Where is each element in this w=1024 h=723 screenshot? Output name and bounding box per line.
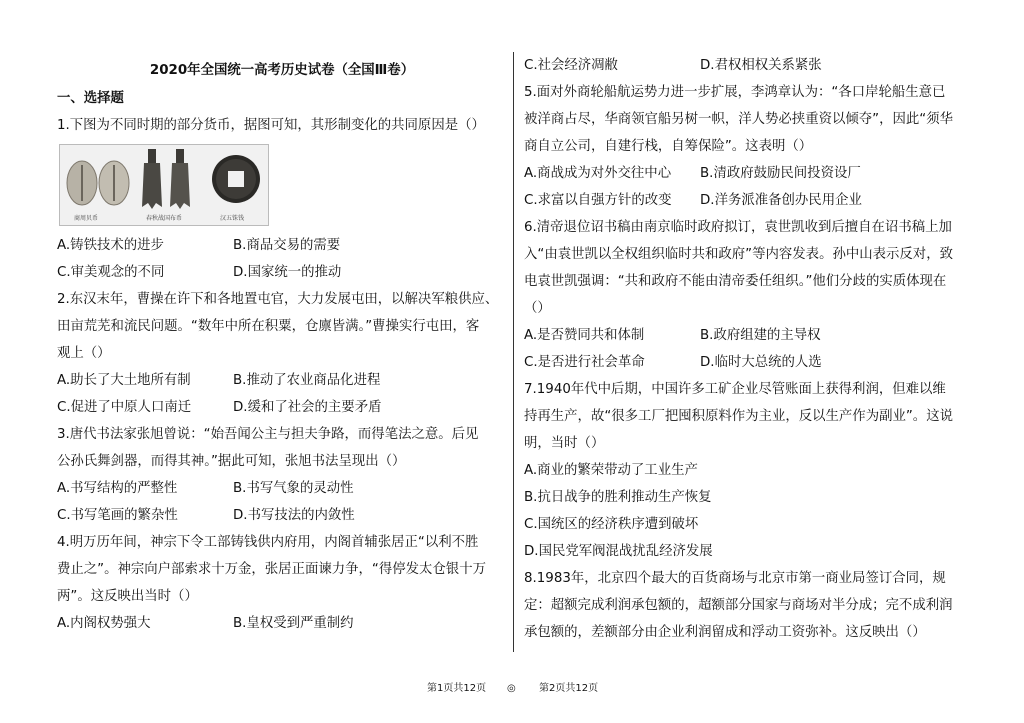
footer-mark: ◎ (507, 683, 516, 694)
options-row (57, 394, 507, 421)
question-2-line: 田亩荒芜和流民问题。“数年中所在积粟，仓廪皆满。”曹操实行屯田，客 (57, 319, 480, 334)
coin-label-shell: 商周贝币 (74, 215, 99, 222)
question-8-line: 定：超额完成利润承包额的，超额部分国家与商场对半分成；完不成利润 (524, 598, 953, 613)
option-d: D.书写技法的内敛性 (233, 508, 355, 523)
question-1: 1.下图为不同时期的部分货币，据图可知，其形制变化的共同原因是（） (57, 118, 485, 133)
options-row (57, 610, 507, 637)
question-6-line: 电袁世凯强调：“共和政府不能由清帝委任组织。”他们分歧的实质体现在 (524, 274, 947, 289)
coin-label-spade: 春秋战国布币 (146, 215, 183, 222)
options-row (524, 52, 974, 79)
coins-figure (59, 144, 269, 226)
option-d: D.国民党军阀混战扰乱经济发展 (524, 544, 713, 559)
option-a: A.商战成为对外交往中心 (524, 166, 672, 181)
option-a: A.铸铁技术的进步 (57, 238, 164, 253)
option-b: B.推动了农业商品化进程 (233, 373, 381, 388)
question-6-line: 6.清帝退位诏书稿由南京临时政府拟订，袁世凯收到后擅自在诏书稿上加 (524, 220, 952, 235)
page-title: 2020年全国统一高考历史试卷（全国Ⅲ卷） (149, 63, 415, 78)
option-d: D.临时大总统的人选 (700, 355, 822, 370)
option-c: C.国统区的经济秩序遭到破坏 (524, 517, 699, 532)
question-2-line: 观上（） (57, 346, 111, 361)
section-heading: 一、选择题 (57, 91, 124, 106)
option-d: D.国家统一的推动 (233, 265, 342, 280)
options-row (524, 349, 974, 376)
option-c: C.求富以自强方针的改变 (524, 193, 672, 208)
options-row (524, 322, 974, 349)
options-row (57, 232, 507, 259)
question-3-line: 3.唐代书法家张旭曾说：“始吾闻公主与担夫争路，而得笔法之意。后见 (57, 427, 479, 442)
question-6-line: 入“由袁世凯以全权组织临时共和政府”等内容发表。孙中山表示反对，致 (524, 247, 953, 262)
option-b: B.清政府鼓励民间投资设厂 (700, 166, 861, 181)
option-c: C.书写笔画的繁杂性 (57, 508, 178, 523)
option-b: B.政府组建的主导权 (700, 328, 821, 343)
option-b: B.商品交易的需要 (233, 238, 341, 253)
option-b: B.抗日战争的胜利推动生产恢复 (524, 490, 712, 505)
page-number-left: 第1页共12页 (427, 683, 487, 694)
spade-coin-icon (142, 147, 202, 215)
options-row (524, 187, 974, 214)
option-b: B.皇权受到严重制约 (233, 616, 354, 631)
coin-label-round: 汉五铢钱 (220, 215, 245, 222)
option-a: A.商业的繁荣带动了工业生产 (524, 463, 698, 478)
options-row (57, 502, 507, 529)
option-c: C.是否进行社会革命 (524, 355, 645, 370)
option-c: C.社会经济凋敝 (524, 58, 618, 73)
column-divider (513, 52, 514, 652)
options-row (57, 259, 507, 286)
option-d: D.洋务派准备创办民用企业 (700, 193, 862, 208)
option-c: C.审美观念的不同 (57, 265, 165, 280)
option-d: D.君权相权关系紧张 (700, 58, 822, 73)
question-2-line: 2.东汉末年，曹操在许下和各地置屯官，大力发展屯田，以解决军粮供应、 (57, 292, 499, 307)
option-d: D.缓和了社会的主要矛盾 (233, 400, 382, 415)
question-5-line: 5.面对外商轮船航运势力进一步扩展，李鸿章认为：“各口岸轮船生意已 (524, 85, 946, 100)
question-7-line: 明，当时（） (524, 436, 605, 451)
option-a: A.助长了大土地所有制 (57, 373, 191, 388)
question-8-line: 承包额的，差额部分由企业利润留成和浮动工资弥补。这反映出（） (524, 625, 926, 640)
question-7-line: 持再生产，故“很多工厂把囤积原料作为主业，反以生产作为副业”。这说 (524, 409, 953, 424)
left-column (57, 52, 507, 637)
options-row (57, 475, 507, 502)
question-4-line: 费止之”。神宗向户部索求十万金，张居正面谏力争，“得停发太仓银十万 (57, 562, 486, 577)
options-row (524, 160, 974, 187)
option-c: C.促进了中原人口南迁 (57, 400, 192, 415)
question-8-line: 8.1983年，北京四个最大的百货商场与北京市第一商业局签订合同，规 (524, 571, 946, 586)
right-column (524, 52, 974, 646)
question-7-line: 7.1940年代中后期，中国许多工矿企业尽管账面上获得利润，但难以维 (524, 382, 946, 397)
question-5-line: 被洋商占尽，华商领官船另树一帜，洋人势必挟重资以倾夺”，因此“须华 (524, 112, 953, 127)
question-4-line: 4.明万历年间，神宗下令工部铸钱供内府用，内阁首辅张居正“以利不胜 (57, 535, 479, 550)
question-3-line: 公孙氏舞剑器，而得其神。”据此可知，张旭书法呈现出（） (57, 454, 406, 469)
option-a: A.内阁权势强大 (57, 616, 151, 631)
question-6-line: （） (524, 301, 551, 316)
options-row (57, 367, 507, 394)
question-4-line: 两”。这反映出当时（） (57, 589, 198, 604)
option-b: B.书写气象的灵动性 (233, 481, 354, 496)
shell-coin-icon (64, 151, 134, 211)
option-a: A.是否赞同共和体制 (524, 328, 645, 343)
option-a: A.书写结构的严整性 (57, 481, 178, 496)
page-number-right: 第2页共12页 (539, 683, 599, 694)
question-5-line: 商自立公司，自建行栈，自筹保险”。这表明（） (524, 139, 813, 154)
wuzhu-coin-icon (210, 151, 262, 207)
